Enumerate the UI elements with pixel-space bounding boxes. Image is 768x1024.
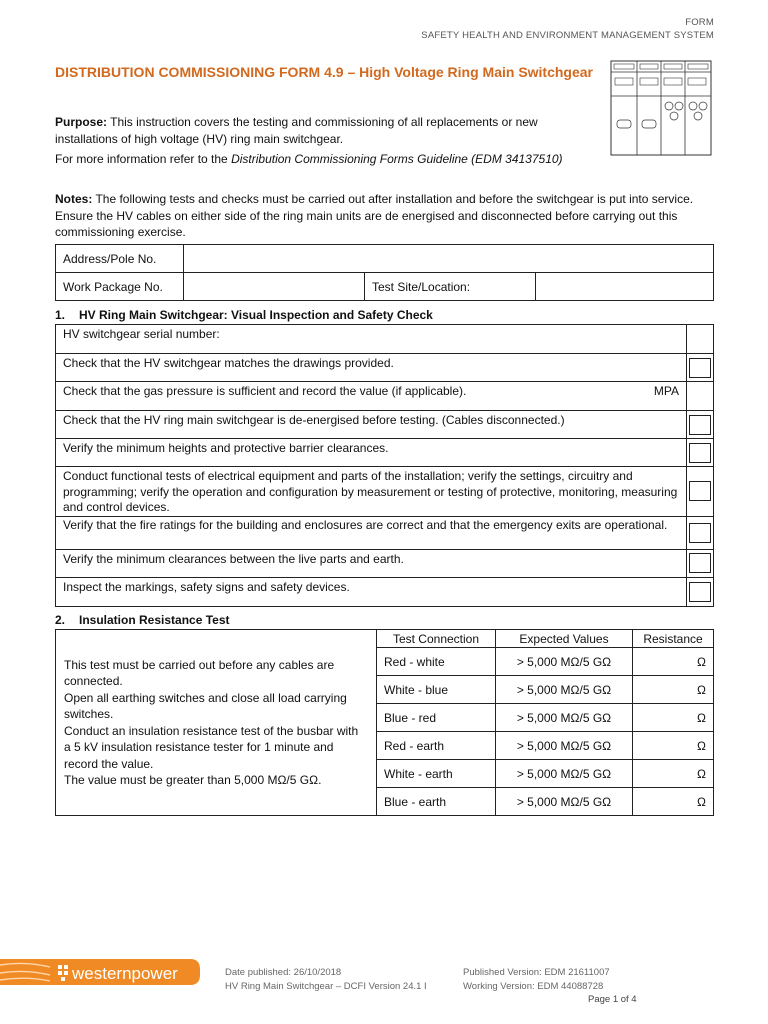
address-field[interactable] <box>184 245 714 273</box>
instruction-line: Open all earthing switches and close all load carrying switches. <box>64 690 347 721</box>
purpose-text: This instruction covers the testing and commissioning of all replacements or new installations of high voltage (HV) ring main switchgear. <box>55 115 538 146</box>
check-item: Verify the minimum heights and protective barrier clearances. <box>56 439 687 467</box>
column-header: Expected Values <box>496 630 633 648</box>
section-2-title: Insulation Resistance Test <box>79 613 230 627</box>
footer-left <box>225 966 427 994</box>
gas-pressure-text: Check that the gas pressure is sufficient and record the value (if applicable). <box>63 384 467 398</box>
check-item <box>56 382 687 411</box>
expected-value: > 5,000 MΩ/5 GΩ <box>496 704 633 732</box>
date-published: Date published: 26/10/2018 <box>225 967 342 978</box>
working-version: Working Version: EDM 44088728 <box>463 981 604 992</box>
check-item: Verify the minimum clearances between the live parts and earth. <box>56 549 687 577</box>
mpa-unit: MPA <box>653 384 679 398</box>
expected-value: > 5,000 MΩ/5 GΩ <box>496 760 633 788</box>
check-item: Check that the HV ring main switchgear is de-energised before testing. (Cables disconnected.) <box>56 411 687 439</box>
check-item: Conduct functional tests of electrical equipment and parts of the installation; verify the settings, circuitry and programming; verify the operation and configuration by measurement or testing of protective, monitoring, measuring and control devices. <box>56 467 687 517</box>
page-title: DISTRIBUTION COMMISSIONING FORM 4.9 – High Voltage Ring Main Switchgear <box>55 64 594 80</box>
test-instructions <box>56 630 377 816</box>
more-info-paragraph <box>55 151 595 168</box>
checkbox[interactable] <box>689 481 711 501</box>
resistance-field[interactable]: Ω <box>633 676 714 704</box>
logo-wordmark: westernpower <box>72 964 178 983</box>
section-2-number: 2. <box>55 613 66 627</box>
test-connection: Red - earth <box>377 732 496 760</box>
test-connection: White - earth <box>377 760 496 788</box>
column-header: Resistance <box>633 630 714 648</box>
notes-paragraph <box>55 191 715 241</box>
checkbox[interactable] <box>689 553 711 573</box>
western-power-logo <box>0 955 200 987</box>
check-item: Verify that the fire ratings for the building and enclosures are correct and that the emergency exits are operational. <box>56 516 687 549</box>
purpose-paragraph <box>55 114 595 147</box>
insulation-resistance-table <box>55 629 714 816</box>
serial-number-label: HV switchgear serial number: <box>56 325 687 354</box>
instruction-line: This test must be carried out before any cables are connected. <box>64 657 335 688</box>
notes-label: Notes: <box>55 192 93 206</box>
address-label: Address/Pole No. <box>56 245 184 273</box>
more-info-prefix: For more information refer to the <box>55 152 232 166</box>
checkbox[interactable] <box>689 358 711 378</box>
instruction-line: Conduct an insulation resistance test of the busbar with a 5 kV insulation resistance tester for 1 minute and record the value. <box>64 723 359 771</box>
resistance-field[interactable]: Ω <box>633 648 714 676</box>
section-2-heading <box>55 613 230 627</box>
checkbox[interactable] <box>689 582 711 602</box>
notes-text: The following tests and checks must be carried out after installation and before the switchgear is put into service. Ensure the HV cables on either side of the ring main units are de energised and disconnected before carrying out this commissioning exercise. <box>55 192 694 239</box>
test-connection: Red - white <box>377 648 496 676</box>
document-name: HV Ring Main Switchgear – DCFI Version 24.1 I <box>225 981 427 992</box>
address-table <box>55 244 714 301</box>
document-header <box>421 16 714 42</box>
test-connection: Blue - red <box>377 704 496 732</box>
published-version: Published Version: EDM 21611007 <box>463 967 610 978</box>
test-site-label: Test Site/Location: <box>365 273 536 301</box>
serial-number-field[interactable] <box>687 325 714 354</box>
resistance-field[interactable]: Ω <box>633 760 714 788</box>
test-connection: Blue - earth <box>377 788 496 816</box>
inspection-checklist <box>55 324 714 607</box>
checkbox[interactable] <box>689 415 711 435</box>
gas-pressure-value-field[interactable] <box>687 382 714 411</box>
purpose-label: Purpose: <box>55 115 108 129</box>
form-label: FORM <box>685 17 714 28</box>
checkbox[interactable] <box>689 443 711 463</box>
switchgear-diagram <box>610 60 712 156</box>
section-1-heading <box>55 308 433 322</box>
work-package-label: Work Package No. <box>56 273 184 301</box>
check-item: Inspect the markings, safety signs and safety devices. <box>56 577 687 606</box>
work-package-field[interactable] <box>184 273 365 301</box>
expected-value: > 5,000 MΩ/5 GΩ <box>496 788 633 816</box>
instruction-line: The value must be greater than 5,000 MΩ/5 GΩ. <box>64 773 322 787</box>
expected-value: > 5,000 MΩ/5 GΩ <box>496 676 633 704</box>
system-label: SAFETY HEALTH AND ENVIRONMENT MANAGEMENT SYSTEM <box>421 30 714 41</box>
expected-value: > 5,000 MΩ/5 GΩ <box>496 648 633 676</box>
resistance-field[interactable]: Ω <box>633 732 714 760</box>
resistance-field[interactable]: Ω <box>633 704 714 732</box>
test-site-field[interactable] <box>536 273 714 301</box>
guideline-reference: Distribution Commissioning Forms Guideline (EDM 34137510) <box>231 152 563 166</box>
column-header: Test Connection <box>377 630 496 648</box>
checkbox[interactable] <box>689 523 711 543</box>
test-connection: White - blue <box>377 676 496 704</box>
check-item: Check that the HV switchgear matches the drawings provided. <box>56 354 687 382</box>
resistance-field[interactable]: Ω <box>633 788 714 816</box>
section-1-title: HV Ring Main Switchgear: Visual Inspection and Safety Check <box>79 308 433 322</box>
expected-value: > 5,000 MΩ/5 GΩ <box>496 732 633 760</box>
footer-right <box>463 966 610 994</box>
section-1-number: 1. <box>55 308 66 322</box>
page-number: Page 1 of 4 <box>588 994 637 1005</box>
